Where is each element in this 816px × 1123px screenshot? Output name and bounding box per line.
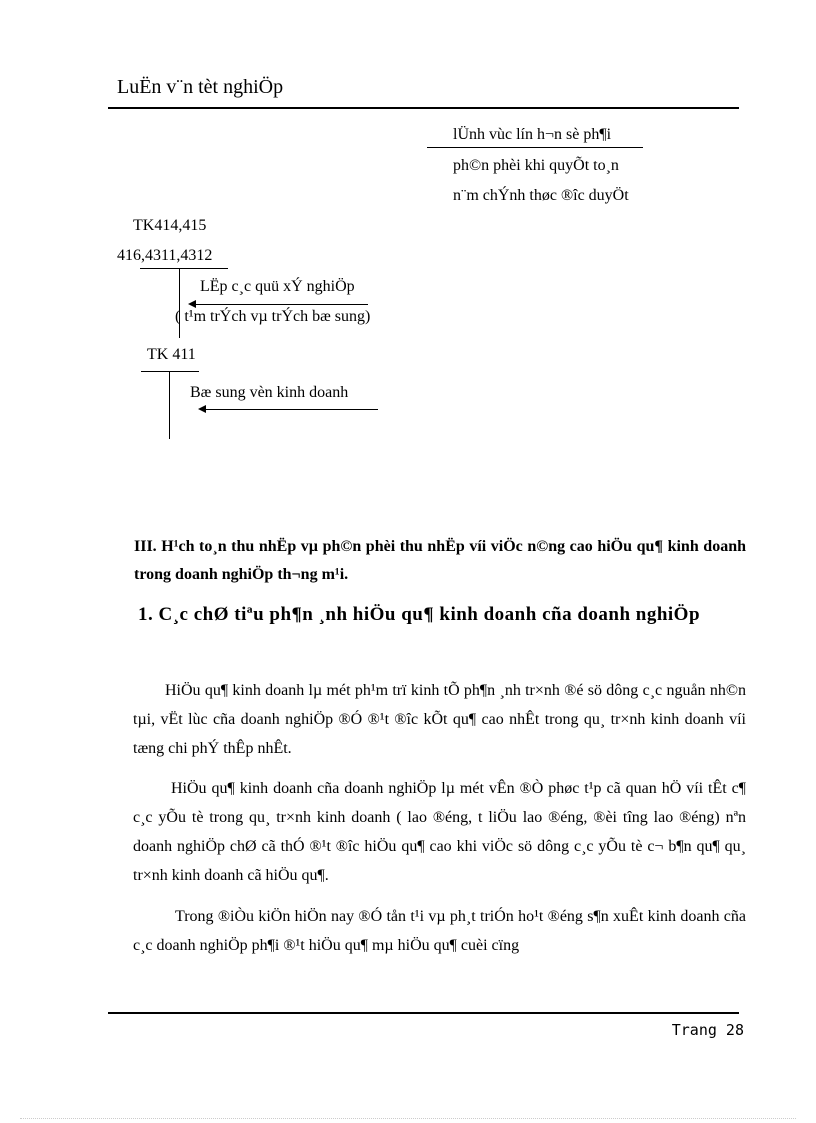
- account-tk411-tline: [169, 371, 170, 439]
- diagram-top-arrow: [427, 147, 643, 148]
- entry-fund-line2: ( t¹m trÝch vµ trÝch bæ sung): [175, 308, 371, 325]
- section-heading: III. H¹ch to¸n thu nhËp vµ ph©n phèi thu nhËp víi viÖc n©ng cao hiÖu qu¶ kinh doanh trong doanh nghiÖp th¬ng m¹i.: [134, 538, 746, 583]
- diagram-top-line3: n¨m chÝnh thøc ®îc duyÖt: [453, 187, 629, 204]
- entry-fund-arrow: [194, 304, 368, 305]
- page-number: Trang 28: [671, 1021, 744, 1039]
- account-tk414-tline: [179, 268, 180, 338]
- entry-fund-line1: LËp c¸c quü xÝ nghiÖp: [200, 278, 355, 295]
- account-tk411-topline: [141, 371, 199, 372]
- entry-capital-arrow: [204, 409, 378, 410]
- paragraph-3: Trong ®iÒu kiÖn hiÖn nay ®Ó tån t¹i vµ ph¸t triÓn ho¹t ®éng s¶n xuÊt kinh doanh cña c¸c doanh nghiÖp ph¶i ®¹t hiÖu qu¶ mµ hiÖu qu¶ cuèi cïng: [133, 908, 746, 954]
- section-subheading: 1. C¸c chØ tiªu ph¶n ¸nh hiÖu qu¶ kinh doanh cña doanh nghiÖp: [138, 604, 701, 625]
- account-tk411-label: TK 411: [147, 346, 196, 363]
- page-header-title: LuËn v¨n tèt nghiÖp: [117, 76, 284, 98]
- footer-rule: [108, 1012, 739, 1014]
- account-tk414-label: TK414,415: [133, 217, 207, 234]
- paragraph-1: HiÖu qu¶ kinh doanh lµ mét ph¹m trï kinh tÕ ph¶n ¸nh tr×nh ®é sö dông c¸c nguån nh©n tµi, vËt lùc cña doanh nghiÖp ®Ó ®¹t ®îc kÕt qu¶ cao nhÊt trong qu¸ tr×nh kinh doanh víi tæng chi phÝ thÊp nhÊt.: [133, 682, 746, 757]
- paragraph-2: HiÖu qu¶ kinh doanh cña doanh nghiÖp lµ mét vÊn ®Ò phøc t¹p cã quan hÖ víi tÊt c¶ c¸c yÕu tè trong qu¸ tr×nh kinh doanh ( lao ®éng, t liÖu lao ®éng, ®èi tîng lao ®éng) nªn doanh nghiÖp chØ cã thÓ ®¹t ®îc hiÖu qu¶ cao khi viÖc sö dông c¸c yÕu tè c¬ b¶n qu¶ qu¸ tr×nh kinh doanh cã hiÖu qu¶.: [133, 780, 746, 884]
- diagram-top-line1: lÜnh vùc lín h¬n sè ph¶i: [453, 126, 612, 143]
- entry-capital-label: Bæ sung vèn kinh doanh: [190, 384, 349, 401]
- header-rule: [108, 107, 739, 109]
- account-tk414-sublabel: 416,4311,4312: [117, 247, 213, 264]
- page-bottom-dots: [20, 1118, 796, 1119]
- diagram-top-line2: ph©n phèi khi quyÕt to¸n: [453, 157, 619, 174]
- account-tk414-topline: [140, 268, 228, 269]
